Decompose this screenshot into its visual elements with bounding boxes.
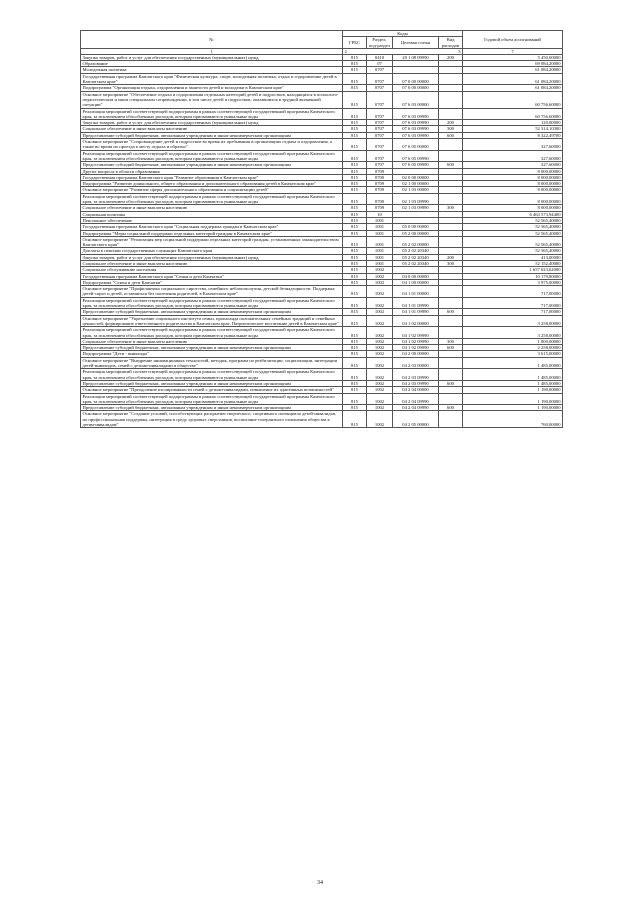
row-section: 0707 [367,162,393,168]
row-name: Молодежная политика [81,67,343,73]
row-grbs: 815 [343,61,367,67]
row-target-article: 02 1 03 09990 [393,193,439,205]
row-name: Социальная политика [81,211,343,217]
header-type: Вид расходов [439,37,463,49]
row-expense-type [439,91,463,108]
row-name: Реализация мероприятий соответствующей подпрограммы в рамках соответствующей государственной программы Камчатского края, за исключением обособленных расходов, которым присваиваются уникальные коды [81,108,343,120]
row-section: 1002 [367,309,393,315]
row-name: Закупка товаров, работ и услуг для обеспечения государственных (муниципальных) нужд [81,254,343,260]
row-amount: 760,00000 [463,411,563,428]
row-section: 0709 [367,205,393,211]
row-grbs: 815 [343,139,367,151]
row-section: 1002 [367,297,393,309]
row-grbs: 815 [343,217,367,223]
row-amount: 717,00000 [463,286,563,298]
row-grbs: 815 [343,267,367,273]
row-section: 1001 [367,224,393,230]
row-name: Предоставление субсидий бюджетным, автономным учреждениям и иным некоммерческим организациям [81,345,343,351]
row-grbs: 815 [343,279,367,285]
row-amount: 8 000,00000 [463,187,563,193]
row-grbs: 815 [343,126,367,132]
row-grbs: 815 [343,150,367,162]
row-grbs: 815 [343,132,367,138]
row-name: Подпрограмма "Развитие дошкольного, общего образования и дополнительного образования детей в Камчатском крае" [81,181,343,187]
row-grbs: 815 [343,205,367,211]
row-target-article: 02 1 03 09990 [393,205,439,211]
row-expense-type [439,357,463,369]
row-expense-type: 300 [439,205,463,211]
row-amount: 8 000,00000 [463,181,563,187]
row-section: 1002 [367,338,393,344]
row-grbs: 815 [343,315,367,327]
table-row [81,357,563,369]
row-section: 0707 [367,85,393,91]
row-name: Основное мероприятие "Обеспечение отдыха и оздоровления отдельных категорий детей и подростков, находящихся в психолого-педагогическом и ином специальном сопровождении, в том числе детей и подростков, оказавшихся в трудной жизненной ситуации" [81,91,343,108]
row-name: Реализация мероприятий соответствующей подпрограммы в рамках соответствующей государственной программы Камчатского края, за исключением обособленных расходов, которым присваиваются уникальные коды [81,297,343,309]
row-grbs: 815 [343,85,367,91]
row-grbs: 815 [343,211,367,217]
row-target-article: 05 2 02 20340 [393,260,439,266]
row-expense-type: 200 [439,120,463,126]
row-grbs: 815 [343,224,367,230]
table-row [81,193,563,205]
header-target: Целевая статья [393,37,439,49]
row-target-article: 07 6 03 09990 [393,126,439,132]
row-grbs: 815 [343,286,367,298]
row-name: Основное мероприятие "Внедрение инновационных технологий, методик, программ по реабилитации, социализации, интеграции детей-инвалидов, семей с детьми-инвалидами в обществе" [81,357,343,369]
header-volume: Годовой объем ассигнований [463,31,563,49]
row-section: 1002 [367,273,393,279]
header-grbs: ГРБС [343,37,367,49]
row-grbs: 815 [343,91,367,108]
row-amount: 3 975,00000 [463,279,563,285]
row-section: 0709 [367,174,393,180]
row-target-article: 04 1 01 09990 [393,297,439,309]
header-row-1 [81,31,563,37]
row-amount: 61 084,20000 [463,73,563,85]
row-expense-type: 300 [439,126,463,132]
row-target-article: 07 6 03 09990 [393,120,439,126]
row-amount: 61 084,20000 [463,67,563,73]
row-expense-type: 200 [439,254,463,260]
row-section: 1001 [367,248,393,254]
row-target-article: 07 6 05 09990 [393,150,439,162]
table-body [81,48,563,427]
row-grbs: 815 [343,236,367,248]
row-section: 0709 [367,168,393,174]
row-amount: 61 084,20000 [463,85,563,91]
row-amount: 8 000,00000 [463,168,563,174]
row-amount: 52 565,40000 [463,230,563,236]
row-name: Подпрограмма "Организация отдыха, оздоровления и занятости детей и молодежи в Камчатском крае" [81,85,343,91]
row-expense-type [439,73,463,85]
row-name: Основное мероприятие "Развитие сферы дополнительного образования и социализации детей" [81,187,343,193]
row-expense-type: 600 [439,345,463,351]
row-grbs: 815 [343,168,367,174]
column-number: 2 [344,48,347,54]
row-amount: 69 084,20000 [463,61,563,67]
row-amount: 1 657 623,62000 [463,267,563,273]
row-name: Основное мероприятие "Профилактика социального сиротства, семейного неблагополучия, детской безнадзорности. Поддержка детей-сирот и детей, оставшихся без попечения родителей, в Камчатском крае" [81,286,343,298]
row-target-article: 02 1 03 00000 [393,187,439,193]
row-target-article: 07 6 05 00000 [393,139,439,151]
row-grbs: 815 [343,393,367,405]
row-grbs: 815 [343,73,367,85]
row-amount: 10 179,80000 [463,273,563,279]
column-number: 1 [81,48,343,54]
row-expense-type [439,369,463,381]
row-grbs: 815 [343,369,367,381]
row-target-article: 04 1 01 09990 [393,309,439,315]
row-amount: 52 565,40000 [463,217,563,223]
row-amount: 1 485,00000 [463,380,563,386]
row-name: Социальное обеспечение и иные выплаты населению [81,338,343,344]
row-target-article: 04 2 03 09990 [393,369,439,381]
row-grbs: 815 [343,380,367,386]
row-grbs: 815 [343,338,367,344]
row-expense-type [439,236,463,248]
row-target-article: 04 0 00 00000 [393,273,439,279]
row-amount: 3 615,00000 [463,351,563,357]
row-grbs: 815 [343,67,367,73]
budget-table [80,30,563,428]
row-name: Предоставление субсидий бюджетным, автономным учреждениям и иным некоммерческим организациям [81,405,343,411]
row-section: 1002 [367,393,393,405]
row-name: Другие вопросы в области образования [81,168,343,174]
row-expense-type [439,108,463,120]
row-name: Основное мероприятие "Преодоление изолированности семей с детьми-инвалидами, повышение их адаптивных возможностей" [81,387,343,393]
row-name: Социальное обеспечение и иные выплаты населению [81,260,343,266]
row-expense-type [439,411,463,428]
row-name: Подпрограмма "Меры социальной поддержки отдельных категорий граждан в Камчатском крае" [81,230,343,236]
table-row [81,315,563,327]
row-section: 1001 [367,260,393,266]
row-section: 0707 [367,108,393,120]
row-amount: 3 258,00000 [463,315,563,327]
row-name: Закупка товаров, работ и услуг для обеспечения государственных (муниципальных) нужд [81,54,343,60]
table-row [81,91,563,108]
row-grbs: 815 [343,345,367,351]
row-expense-type: 300 [439,338,463,344]
row-amount: 1 190,00000 [463,387,563,393]
row-expense-type [439,286,463,298]
row-name: Основное мероприятие "Сопровождение детей и подростков во время их пребывания в организациях отдыха и оздоровления, а также во время их проезда к месту отдыха и обратно" [81,139,343,151]
row-section: 1001 [367,254,393,260]
row-amount: 8 000,00000 [463,193,563,205]
table-row [81,139,563,151]
row-name: Закупка товаров, работ и услуг для обеспечения государственных (муниципальных) нужд [81,120,343,126]
row-grbs: 815 [343,120,367,126]
row-target-article: 02 0 00 00000 [393,174,439,180]
header-codes: Коды [343,31,463,37]
row-name: Подпрограмма "Дети - инвалиды" [81,351,343,357]
row-grbs: 815 [343,174,367,180]
row-name: Реализация мероприятий соответствующей подпрограммы в рамках соответствующей государственной программы Камчатского края, за исключением обособленных расходов, которым присваиваются уникальные коды [81,369,343,381]
row-target-article: 05 2 02 20340 [393,248,439,254]
row-target-article: 04 2 04 00000 [393,387,439,393]
row-section: 1002 [367,357,393,369]
row-amount: 1 190,00000 [463,393,563,405]
row-section: 1002 [367,387,393,393]
row-grbs: 815 [343,411,367,428]
row-grbs: 815 [343,357,367,369]
row-name: Государственная программа Камчатского края "Развитие образования в Камчатском крае" [81,174,343,180]
table-row [81,411,563,428]
row-target-article: 04 2 00 00000 [393,351,439,357]
row-name: Социальное обеспечение и иные выплаты населению [81,205,343,211]
row-amount: 1 000,00000 [463,338,563,344]
row-amount: 52 565,40000 [463,224,563,230]
row-expense-type: 600 [439,162,463,168]
row-expense-type: 600 [439,380,463,386]
row-amount: 52 565,40000 [463,236,563,248]
row-target-article: 07 6 05 09990 [393,162,439,168]
row-section: 07 [367,61,393,67]
row-target-article: 04 1 00 00000 [393,279,439,285]
row-amount: 8 000,00000 [463,174,563,180]
row-section: 0709 [367,181,393,187]
row-target-article: 05 2 02 00000 [393,236,439,248]
row-target-article: 05 0 00 00000 [393,224,439,230]
row-grbs: 815 [343,309,367,315]
row-name: Основное мероприятие "Укрепление социального института семьи, пропаганда положительных семейных традиций и семейных ценностей, формирование ответственного родительства в Камчатском крае. Патриотическое воспитание детей в Камчатском крае" [81,315,343,327]
row-section: 1002 [367,345,393,351]
row-grbs: 815 [343,260,367,266]
row-name: Образование [81,61,343,67]
row-section: 0707 [367,126,393,132]
table-row [81,150,563,162]
column-number: 7 [463,48,563,54]
row-section: 0707 [367,73,393,85]
column-number: 3 [458,48,461,54]
row-amount: 6 463 573,94400 [463,211,563,217]
row-name: Реализация мероприятий соответствующей подпрограммы в рамках соответствующей государственной программы Камчатского края, за исключением обособленных расходов, которым присваиваются уникальные коды [81,327,343,339]
row-target-article: 04 1 02 09990 [393,338,439,344]
header-number: № [81,31,343,49]
row-amount: 327,60000 [463,162,563,168]
row-section: 0707 [367,139,393,151]
row-grbs: 815 [343,273,367,279]
page-number: 34 [317,880,323,886]
row-section: 1002 [367,380,393,386]
row-expense-type [439,393,463,405]
row-name: Предоставление субсидий бюджетным, автономным учреждениям и иным некоммерческим организациям [81,162,343,168]
row-target-article: 04 2 04 09990 [393,405,439,411]
row-section: 0707 [367,120,393,126]
row-name: Подпрограмма "Семья и дети Камчатки" [81,279,343,285]
row-section: 1002 [367,279,393,285]
row-section: 0707 [367,150,393,162]
row-amount: 52 152,40000 [463,260,563,266]
row-expense-type [439,297,463,309]
row-amount: 52 314,10300 [463,126,563,132]
row-target-article: 04 1 02 00000 [393,315,439,327]
row-name: Социальное обеспечение и иные выплаты населению [81,126,343,132]
row-target-article: 05 2 02 20340 [393,254,439,260]
row-expense-type: 600 [439,405,463,411]
row-name: Основное мероприятие "Создание условий, способствующих раскрытию творческого, спортивного потенциала детей-инвалидов, их профессиональная поддержка, интеграция в среду здоровых сверстников, воспитание толерантного отношения общества к детям-инвалидам" [81,411,343,428]
row-expense-type: 300 [439,260,463,266]
row-expense-type [439,315,463,327]
row-grbs: 815 [343,54,367,60]
row-name: Предоставление субсидий бюджетным, автономным учреждениям и иным некоммерческим организациям [81,309,343,315]
row-name: Реализация мероприятий соответствующей подпрограммы в рамках соответствующей государственной программы Камчатского края, за исключением обособленных расходов, которым присваиваются уникальные коды [81,150,343,162]
row-amount: 52 565,40000 [463,248,563,254]
row-name: Предоставление субсидий бюджетным, автономным учреждениям и иным некоммерческим организациям [81,132,343,138]
row-amount: 120,00000 [463,120,563,126]
row-expense-type [439,139,463,151]
row-section: 1002 [367,286,393,298]
row-grbs: 815 [343,181,367,187]
row-expense-type [439,150,463,162]
row-grbs: 815 [343,297,367,309]
row-expense-type [439,327,463,339]
row-grbs: 815 [343,230,367,236]
row-name: Основное мероприятие "Реализация мер социальной поддержки отдельных категорий граждан, установленных законодательством Камчатского края" [81,236,343,248]
row-grbs: 815 [343,248,367,254]
row-section: 1001 [367,217,393,223]
row-name: Государственная программа Камчатского края "Социальная поддержка граждан в Камчатском крае" [81,224,343,230]
table-row [81,297,563,309]
row-grbs: 815 [343,108,367,120]
table-row [81,393,563,405]
row-grbs: 815 [343,405,367,411]
table-row [81,369,563,381]
row-amount: 60 756,60000 [463,108,563,120]
table-row [81,286,563,298]
row-expense-type: 600 [439,132,463,138]
row-target-article: 04 2 03 00000 [393,357,439,369]
row-name: Реализация мероприятий соответствующей подпрограммы в рамках соответствующей государственной программы Камчатского края, за исключением обособленных расходов, которым присваиваются уникальные коды [81,193,343,205]
row-name: Государственная программа Камчатского края "Семья и дети Камчатки" [81,273,343,279]
row-target-article: 20 1 08 09990 [393,54,439,60]
row-grbs: 815 [343,193,367,205]
row-section: 1002 [367,411,393,428]
row-amount: 5 450,00000 [463,54,563,60]
row-grbs: 815 [343,162,367,168]
row-target-article: 07 0 00 00000 [393,73,439,85]
row-grbs: 815 [343,387,367,393]
row-section: 1002 [367,315,393,327]
table-row [81,73,563,85]
row-grbs: 815 [343,187,367,193]
row-grbs: 815 [343,254,367,260]
row-grbs: 815 [343,351,367,357]
row-amount: 1 485,00000 [463,357,563,369]
row-name: Социальное обслуживание населения [81,267,343,273]
row-section: 1002 [367,267,393,273]
row-grbs: 815 [343,327,367,339]
row-target-article: 05 2 00 00000 [393,230,439,236]
row-name: Пенсионное обеспечение [81,217,343,223]
row-name: Доплаты к пенсиям государственных служащих Камчатского края [81,248,343,254]
row-amount: 327,60000 [463,139,563,151]
row-section: 0410 [367,54,393,60]
row-amount: 8 322,49700 [463,132,563,138]
row-target-article: 04 2 03 09990 [393,380,439,386]
row-amount: 2 258,00000 [463,345,563,351]
row-amount: 3 258,00000 [463,327,563,339]
row-target-article: 04 1 01 00000 [393,286,439,298]
row-section: 10 [367,211,393,217]
table-row [81,327,563,339]
row-section: 0707 [367,67,393,73]
row-target-article: 07 6 03 00000 [393,91,439,108]
row-section: 0709 [367,193,393,205]
row-section: 0709 [367,187,393,193]
row-target-article: 04 1 02 09990 [393,345,439,351]
row-amount: 327,60000 [463,150,563,162]
row-amount: 717,00000 [463,309,563,315]
row-section: 1001 [367,236,393,248]
header-section: Раздел, под-раздел [367,37,393,49]
table-row [81,236,563,248]
row-target-article: 07 6 03 09990 [393,108,439,120]
row-section: 0707 [367,132,393,138]
row-amount: 8 000,00000 [463,205,563,211]
row-section: 1002 [367,351,393,357]
row-amount: 1 190,00000 [463,405,563,411]
row-name: Предоставление субсидий бюджетным, автономным учреждениям и иным некоммерческим организациям [81,380,343,386]
row-section: 0707 [367,91,393,108]
row-target-article: 02 1 00 00000 [393,181,439,187]
row-name: Реализация мероприятий соответствующей подпрограммы в рамках соответствующей государственной программы Камчатского края, за исключением обособленных расходов, которым присваиваются уникальные коды [81,393,343,405]
row-expense-type: 200 [439,54,463,60]
row-name: Государственная программа Камчатского края "Физическая культура, спорт, молодежная политика, отдых и оздоровление детей в Камчатском крае" [81,73,343,85]
row-amount: 717,00000 [463,297,563,309]
row-amount: 413,00000 [463,254,563,260]
row-target-article: 07 6 00 00000 [393,85,439,91]
row-amount: 1 485,00000 [463,369,563,381]
row-section: 1002 [367,369,393,381]
row-section: 1002 [367,405,393,411]
row-section: 1001 [367,230,393,236]
row-target-article: 04 2 04 09990 [393,393,439,405]
row-expense-type [439,193,463,205]
row-target-article: 04 2 05 00000 [393,411,439,428]
row-target-article: 07 6 03 09990 [393,132,439,138]
row-section: 1002 [367,327,393,339]
table-row [81,108,563,120]
row-expense-type: 600 [439,309,463,315]
row-amount: 60 756,60000 [463,91,563,108]
row-target-article: 04 1 02 09990 [393,327,439,339]
